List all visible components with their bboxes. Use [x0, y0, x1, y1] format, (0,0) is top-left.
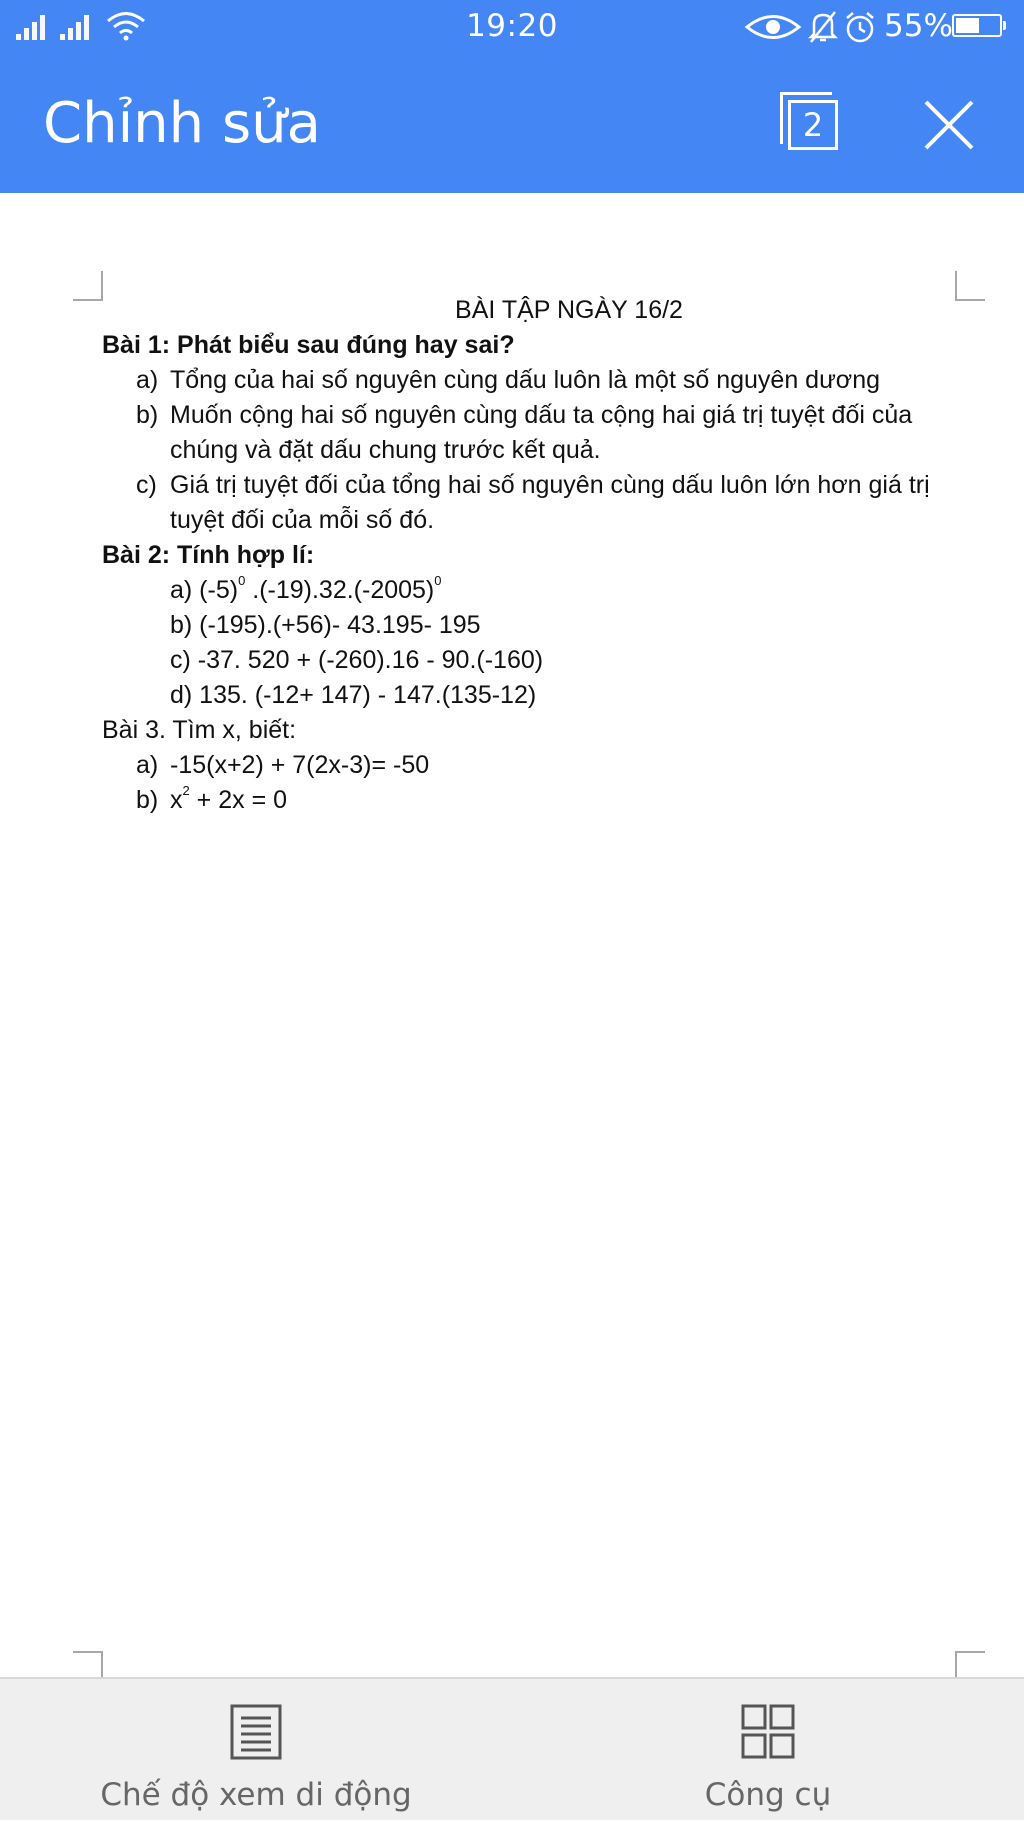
alarm-icon	[844, 10, 876, 44]
bottom-bar	[0, 1677, 1024, 1820]
battery-level-fill	[956, 18, 979, 33]
mobile-view-label: Chế độ xem di động	[100, 1777, 412, 1813]
crop-mark	[73, 271, 103, 301]
expression-part: .(-19).32.(-2005)	[245, 576, 435, 604]
list-marker: c)	[136, 471, 157, 499]
battery-icon	[952, 14, 1002, 37]
status-bar	[0, 0, 1024, 54]
mobile-view-button[interactable]	[96, 1679, 416, 1822]
document-title: BÀI TẬP NGÀY 16/2	[455, 296, 683, 324]
list-item	[102, 398, 962, 468]
exercise-2-heading: Bài 2: Tính hợp lí:	[102, 541, 315, 569]
list-item	[102, 468, 962, 538]
expression-part: + 2x = 0	[189, 786, 288, 814]
list-marker: b)	[136, 786, 159, 814]
list-item	[102, 573, 962, 608]
bell-off-icon	[808, 10, 838, 44]
list-item-text: Giá trị tuyệt đối của tổng hai số nguyên cùng dấu luôn lớn hơn giá trị tuyệt đối của mỗi số đó.	[170, 471, 930, 534]
exponent: 0	[434, 572, 442, 588]
list-item	[102, 783, 962, 818]
top-bar	[0, 0, 1024, 193]
exponent: 2	[182, 782, 190, 798]
document-page[interactable]	[0, 193, 1024, 1677]
page-count-button[interactable]	[776, 92, 840, 154]
status-time: 19:20	[466, 8, 558, 44]
grid-icon	[740, 1703, 796, 1761]
page-title: Chỉnh sửa	[43, 91, 321, 156]
exponent: 0	[238, 572, 246, 588]
list-item	[102, 748, 962, 783]
expression-part: a) (-5)	[170, 576, 239, 604]
list-item-text: Tổng của hai số nguyên cùng dấu luôn là một số nguyên dương	[170, 366, 881, 394]
list-marker: a)	[136, 751, 159, 779]
document-list-icon	[228, 1703, 284, 1761]
tools-button[interactable]	[640, 1679, 896, 1822]
list-item: b) (-195).(+56)- 43.195- 195	[170, 611, 481, 639]
list-item-text: Muốn cộng hai số nguyên cùng dấu ta cộng hai giá trị tuyệt đối của chúng và đặt dấu chung trước kết quả.	[170, 401, 913, 464]
expression-part: x	[170, 786, 183, 814]
battery-percent: 55%	[884, 8, 953, 44]
list-item: c) -37. 520 + (-260).16 - 90.(-160)	[170, 646, 544, 674]
list-item: d) 135. (-12+ 147) - 147.(135-12)	[170, 681, 537, 709]
page-count: 2	[788, 100, 838, 150]
close-button[interactable]	[920, 96, 978, 154]
list-item-text: -15(x+2) + 7(2x-3)= -50	[170, 751, 430, 779]
list-item	[102, 363, 962, 398]
document-content	[102, 293, 962, 818]
list-marker: b)	[136, 401, 159, 429]
exercise-1-heading: Bài 1: Phát biểu sau đúng hay sai?	[102, 331, 515, 359]
eye-icon	[744, 12, 802, 42]
exercise-3-heading: Bài 3. Tìm x, biết:	[102, 716, 297, 744]
list-marker: a)	[136, 366, 159, 394]
tools-label: Công cụ	[704, 1777, 832, 1813]
